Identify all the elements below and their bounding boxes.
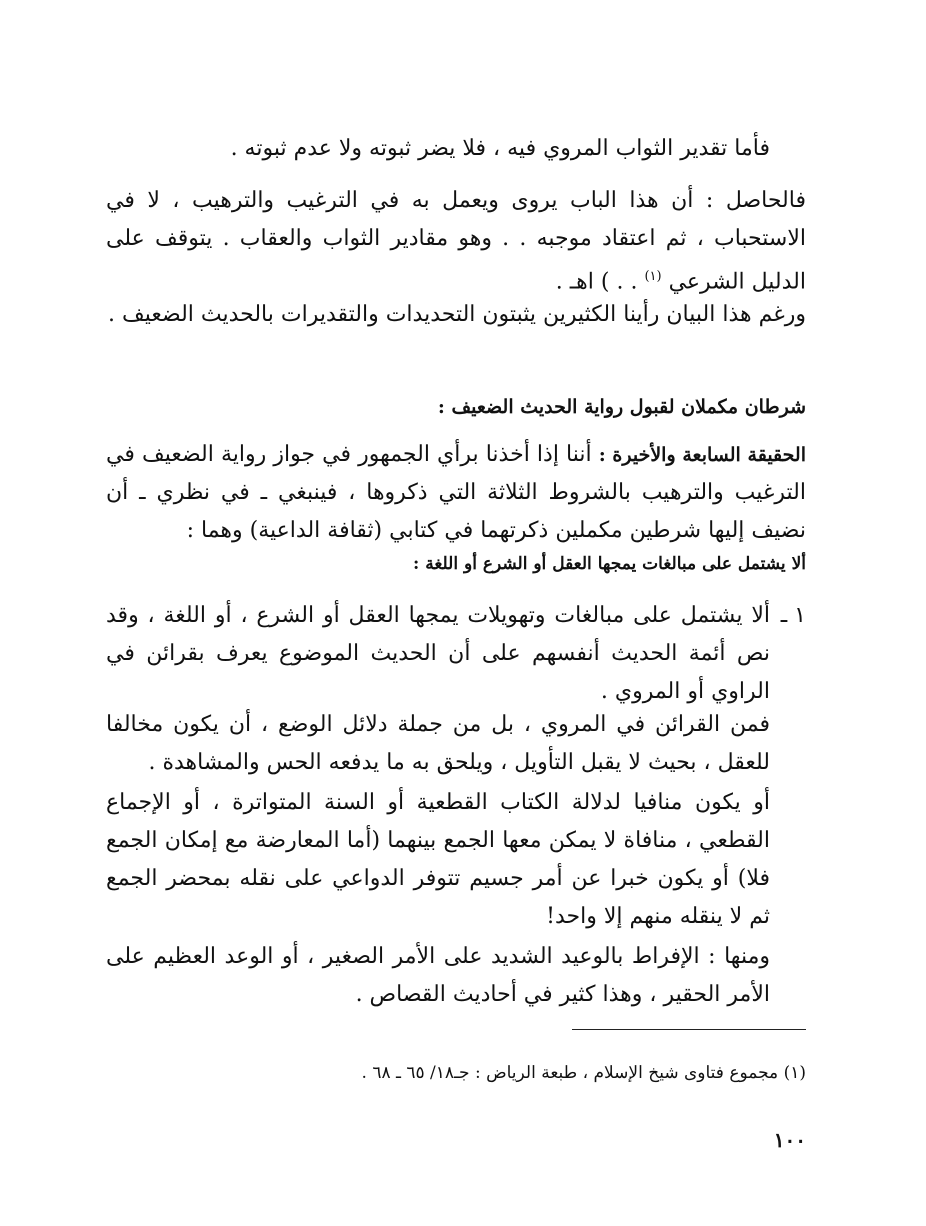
footnote: (١) مجموع فتاوى شيخ الإسلام ، طبعة الرياض : جـ١٨/ ٦٥ ـ ٦٨ . bbox=[361, 1063, 806, 1083]
paragraph-text: ورغم هذا البيان رأينا الكثيرين يثبتون التحديدات والتقديرات بالحديث الضعيف . bbox=[107, 302, 806, 327]
paragraph-despite bbox=[106, 296, 806, 334]
footnote-divider bbox=[572, 1029, 806, 1030]
subheading-condition-one: ألا يشتمل على مبالغات يمجها العقل أو الشرع أو اللغة : bbox=[413, 554, 806, 574]
paragraph-contradiction bbox=[106, 784, 770, 936]
list-number: ١ ـ bbox=[780, 603, 806, 628]
paragraph-conclusion bbox=[106, 182, 806, 301]
paragraph-text: فأما تقدير الثواب المروي فيه ، فلا يضر ثبوته ولا عدم ثبوته . bbox=[230, 136, 770, 161]
list-item-1 bbox=[106, 597, 806, 711]
section-heading: شرطان مكملان لقبول رواية الحديث الضعيف : bbox=[437, 396, 806, 418]
paragraph-text: فالحاصل : أن هذا الباب يروى ويعمل به في الترغيب والترهيب ، لا في الاستحباب ، ثم اعتقاد موجبه . . وهو مقادير الثواب والعقاب . يتوقف على الدليل الشرعي bbox=[106, 188, 806, 295]
paragraph-text: أننا إذا أخذنا برأي الجمهور في جواز رواية الضعيف في الترغيب والترهيب بالشروط الثلاثة التي ذكروها ، فينبغي ـ في نظري ـ أن نضيف إليها شرطين مكملين ذكرتهما في كتابي (ثقافة الداعية) وهما : bbox=[106, 442, 806, 543]
paragraph-thawab-estimate bbox=[106, 130, 770, 168]
paragraph-seventh-fact bbox=[106, 436, 806, 550]
page-number: ١٠٠ bbox=[773, 1128, 806, 1152]
list-item-text: ألا يشتمل على مبالغات وتهويلات يمجها العقل أو الشرع ، أو اللغة ، وقد نص أئمة الحديث أنفسهم على أن الحديث الموضوع يعرف بقرائن في الراوي أو المروي . bbox=[106, 603, 770, 704]
paragraph-text-tail: . . ) اهـ . bbox=[555, 269, 638, 295]
footnote-reference[interactable]: (١) bbox=[644, 269, 662, 284]
paragraph-text: ومنها : الإفراط بالوعيد الشديد على الأمر الصغير ، أو الوعد العظيم على الأمر الحقير ، وهذا كثير في أحاديث القصاص . bbox=[106, 944, 770, 1007]
paragraph-exaggeration bbox=[106, 938, 770, 1014]
paragraph-indicators bbox=[106, 706, 770, 782]
paragraph-text: فمن القرائن في المروي ، بل من جملة دلائل الوضع ، أن يكون مخالفا للعقل ، بحيث لا يقبل التأويل ، ويلحق به ما يدفعه الحس والمشاهدة . bbox=[106, 712, 770, 775]
paragraph-text: أو يكون منافيا لدلالة الكتاب القطعية أو السنة المتواترة ، أو الإجماع القطعي ، منافاة لا يمكن معها الجمع بينهما (أما المعارضة مع إمكان الجمع فلا) أو يكون خبرا عن أمر جسيم تتوفر الدواعي على نقله بمحضر الجمع ثم لا ينقله منهم إلا واحد! bbox=[106, 790, 770, 929]
paragraph-lead: الحقيقة السابعة والأخيرة : bbox=[598, 444, 806, 466]
